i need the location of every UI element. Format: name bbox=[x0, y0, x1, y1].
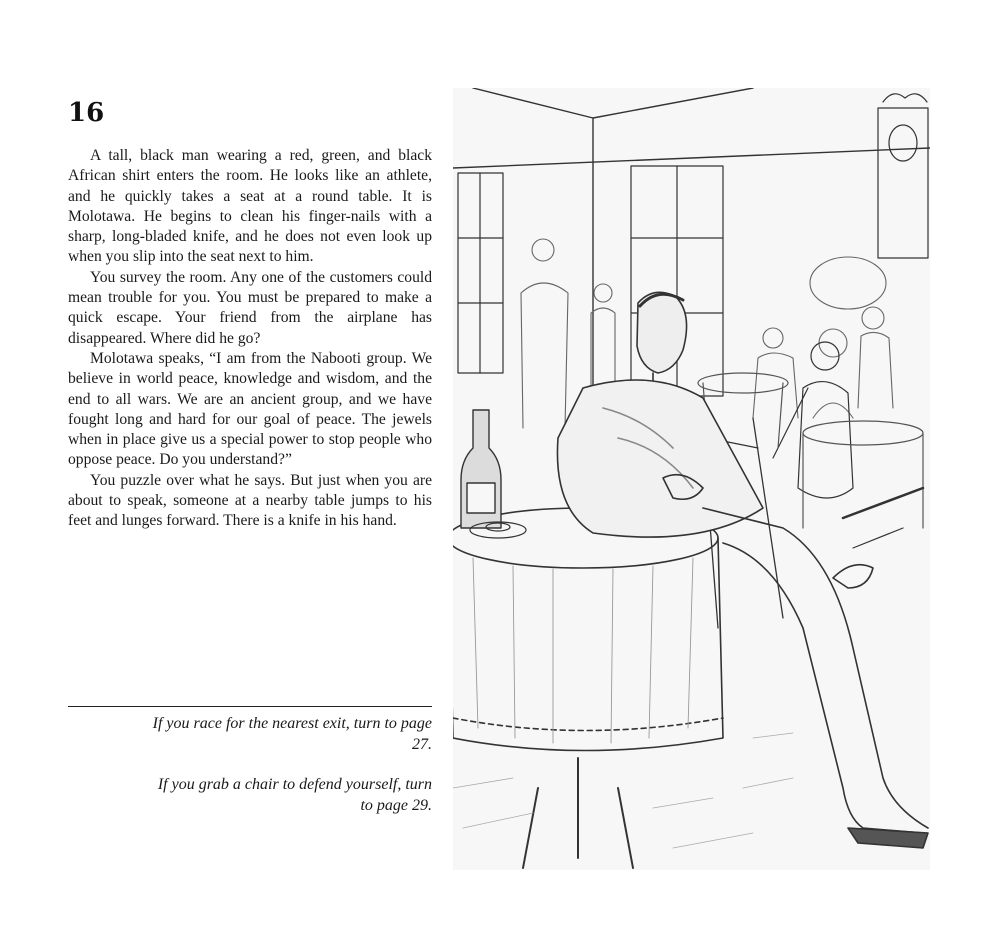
story-text bbox=[68, 146, 432, 532]
story-paragraph: Molotawa speaks, “I am from the Nabooti group. We believe in world peace, knowledge and wisdom, and the end to all wars. We are an ancient group, and we have fought long and hard for our goal of peace. The jewels when in place give us a special power to stop people who oppose peace. Do you understand?” bbox=[68, 349, 432, 469]
sketch-drawing bbox=[453, 88, 930, 870]
story-paragraph: You survey the room. Any one of the customers could mean trouble for you. You must be prepared to make a quick escape. Your friend from the airplane has disappeared. Where did he go? bbox=[68, 268, 432, 347]
wine-bottle bbox=[461, 410, 501, 528]
story-paragraph: You puzzle over what he says. But just when you are about to speak, someone at a nearby table jumps to his feet and lunges forward. There is a knife in his hand. bbox=[68, 471, 432, 530]
choice-divider bbox=[68, 706, 432, 707]
left-window bbox=[458, 173, 503, 373]
page-number: 16 bbox=[68, 98, 105, 128]
round-table bbox=[453, 508, 723, 868]
story-paragraph: A tall, black man wearing a red, green, and black African shirt enters the room. He looks like an athlete, and he quickly takes a seat at a round table. It is Molotawa. He begins to clean his finger-nails with a sharp, long-bladed knife, and he does not even look up when you slip into the seat next to him. bbox=[68, 147, 432, 266]
wall-portrait bbox=[878, 94, 928, 258]
seated-woman bbox=[773, 342, 853, 498]
room-walls bbox=[453, 88, 930, 418]
restaurant-illustration bbox=[453, 88, 930, 870]
choice-exit[interactable]: If you race for the nearest exit, turn to page 27. bbox=[152, 715, 432, 753]
choice-chair[interactable]: If you grab a chair to defend yourself, turn to page 29. bbox=[157, 776, 432, 814]
choices-section bbox=[150, 714, 432, 836]
